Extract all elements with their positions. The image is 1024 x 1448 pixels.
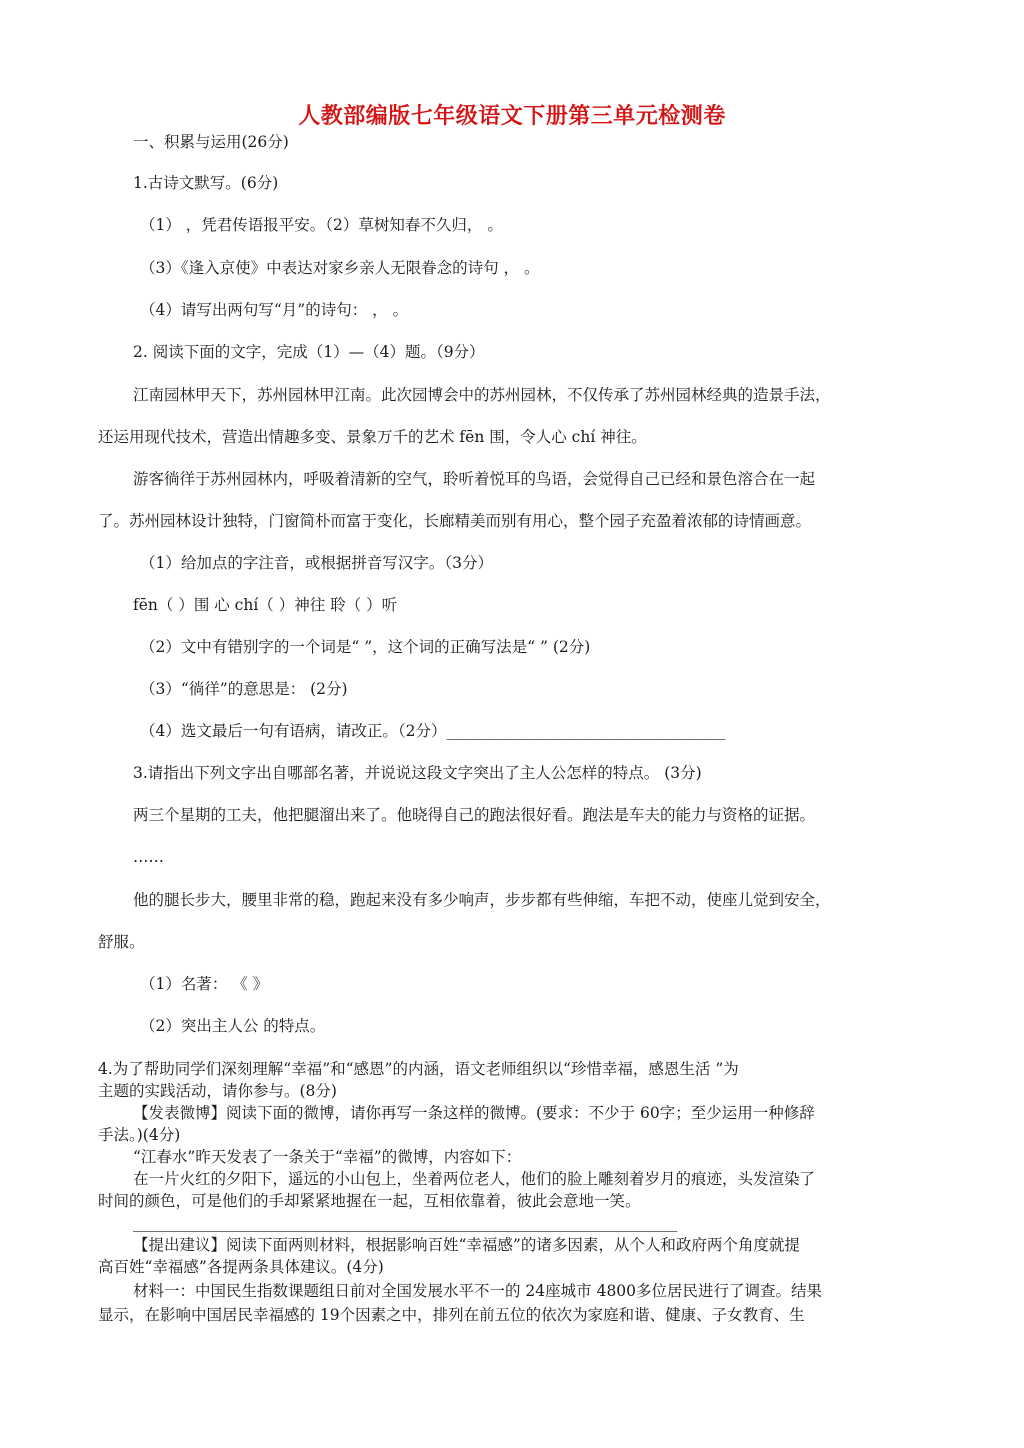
weibo-content-cont: 时间的颜色，可是他们的手却紧紧地握在一起，互相依靠着，彼此会意地一笑。: [98, 1192, 641, 1210]
excerpt-ellipsis: ……: [133, 848, 164, 866]
question-2-item-1: （1）给加点的字注音，或根据拼音写汉字。（3分）: [140, 554, 493, 572]
passage-line: 了。苏州园林设计独特，门窗简朴而富于变化，长廊精美而别有用心，整个园子充盈着浓郁的诗情画意。: [98, 512, 812, 530]
question-2-item-2: （2）文中有错别字的一个词是“ ”，这个词的正确写法是“ ” (2分): [140, 638, 591, 656]
weibo-intro: “江春水”昨天发表了一条关于“幸福”的微博，内容如下：: [133, 1148, 522, 1166]
question-2-heading: 2. 阅读下面的文字，完成（1）—（4）题。（9分）: [133, 343, 485, 361]
question-3-heading: 3.请指出下列文字出自哪部名著，并说说这段文字突出了主人公怎样的特点。 (3分): [133, 764, 702, 782]
material-1: 材料一：中国民生指数课题组日前对全国发展水平不一的 24座城市 4800多位居民进行了调查。结果: [133, 1282, 823, 1300]
passage-line: 还运用现代技术，营造出情趣多变、景象万千的艺术 fēn 围，令人心 chí 神往。: [98, 428, 647, 446]
passage-line: 游客徜徉于苏州园林内，呼吸着清新的空气，聆听着悦耳的鸟语，会觉得自己已经和景色溶合在一起: [133, 470, 816, 488]
passage-line: 江南园林甲天下，苏州园林甲江南。此次园博会中的苏州园林，不仅传承了苏州园林经典的造景手法，: [133, 386, 831, 404]
excerpt-line: 他的腿长步大，腰里非常的稳，跑起来没有多少响声，步步都有些伸缩，车把不动，使座儿觉到安全，: [133, 891, 831, 909]
excerpt-line: 两三个星期的工夫，他把腿溜出来了。他晓得自己的跑法很好看。跑法是车夫的能力与资格的证据。: [133, 806, 816, 824]
question-1-item-4: （4）请写出两句写“月”的诗句： ， 。: [140, 301, 409, 319]
weibo-task-cont: 手法。)(4分): [98, 1126, 181, 1144]
pinyin-blanks: fēn（ ）围 心 chí（ ）神往 聆（ ）听: [133, 596, 398, 614]
excerpt-line: 舒服。: [98, 933, 145, 951]
answer-line: ___________________________________________________________________________: [133, 1214, 677, 1232]
page-title: 人教部编版七年级语文下册第三单元检测卷: [298, 103, 726, 129]
material-1-cont: 显示，在影响中国居民幸福感的 19个因素之中，排列在前五位的依次为家庭和谐、健康、子女教育、生: [98, 1306, 805, 1324]
question-2-item-4: （4）选文最后一句有语病，请改正。（2分）____________________________________: [140, 722, 726, 740]
section-heading: 一、积累与运用(26分): [133, 133, 289, 151]
question-2-item-3: （3）“徜徉”的意思是： (2分): [140, 680, 348, 698]
question-4-heading-cont: 主题的实践活动，请你参与。(8分): [98, 1082, 337, 1100]
question-1-heading: 1.古诗文默写。(6分): [133, 174, 279, 192]
weibo-content: 在一片火红的夕阳下，遥远的小山包上，坐着两位老人，他们的脸上雕刻着岁月的痕迹，头发渲染了: [133, 1170, 816, 1188]
question-4-heading: 4.为了帮助同学们深刻理解“幸福”和“感恩”的内涵，语文老师组织以“珍惜幸福，感恩生活 ”为: [98, 1060, 739, 1078]
suggestion-task-cont: 高百姓“幸福感”各提两条具体建议。(4分): [98, 1258, 384, 1276]
question-1-item-1-2: （1） ，凭君传语报平安。（2）草树知春不久归， 。: [140, 216, 503, 234]
weibo-task: 【发表微博】阅读下面的微博，请你再写一条这样的微博。(要求：不少于 60字；至少运用一种修辞: [133, 1104, 815, 1122]
suggestion-task: 【提出建议】阅读下面两则材料，根据影响百姓“幸福感”的诸多因素，从个人和政府两个角度就提: [133, 1236, 800, 1254]
question-3-item-2: （2）突出主人公 的特点。: [140, 1017, 326, 1035]
question-1-item-3: （3）《逢入京使》中表达对家乡亲人无限眷念的诗句 ， 。: [140, 259, 540, 277]
question-3-item-1: （1）名著： 《 》: [140, 975, 269, 993]
